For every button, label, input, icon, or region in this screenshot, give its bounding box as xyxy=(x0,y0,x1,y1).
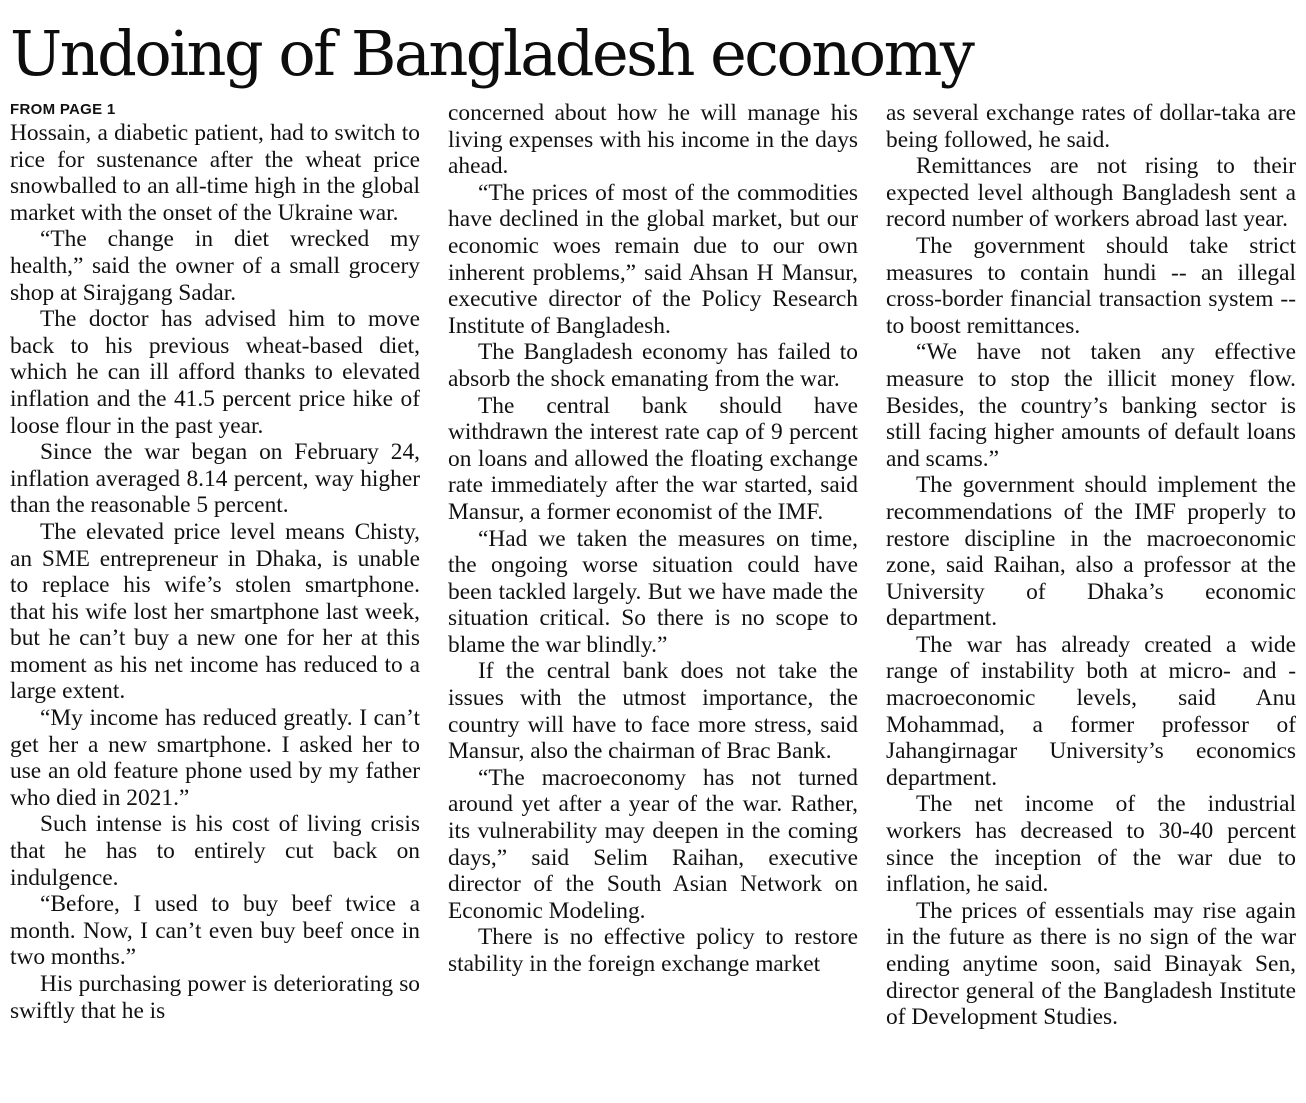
paragraph: The Bangladesh economy has failed to absorb the shock emanating from the war. xyxy=(448,339,858,392)
paragraph: The government should take strict measures to contain hundi -- an illegal cross-border financial transaction system -- to boost remittances. xyxy=(886,232,1296,339)
paragraph: “Before, I used to buy beef twice a month. Now, I can’t even buy beef once in two months.” xyxy=(10,891,420,971)
paragraph: “The change in diet wrecked my health,” said the owner of a small grocery shop at Sirajgang Sadar. xyxy=(10,226,420,306)
headline: Undoing of Bangladesh economy xyxy=(10,17,973,90)
paragraph: Since the war began on February 24, inflation averaged 8.14 percent, way higher than the reasonable 5 percent. xyxy=(10,439,420,519)
article-column-3 xyxy=(886,100,1296,1100)
paragraph: Remittances are not rising to their expected level although Bangladesh sent a record number of workers abroad last year. xyxy=(886,153,1296,233)
paragraph: “My income has reduced greatly. I can’t get her a new smartphone. I asked her to use an old feature phone used by my father who died in 2021.” xyxy=(10,705,420,811)
paragraph: There is no effective policy to restore stability in the foreign exchange market xyxy=(448,924,858,977)
paragraph: The net income of the industrial workers has decreased to 30-40 percent since the inception of the war due to inflation, he said. xyxy=(886,791,1296,898)
paragraph: “Had we taken the measures on time, the ongoing worse situation could have been tackled largely. But we have made the situation critical. So there is no scope to blame the war blindly.” xyxy=(448,525,858,658)
paragraph: “The macroeconomy has not turned around yet after a year of the war. Rather, its vulnerability may deepen in the coming days,” said Selim Raihan, executive director of the South Asian Network on Economic Modeling. xyxy=(448,764,858,924)
paragraph: as several exchange rates of dollar-taka are being followed, he said. xyxy=(886,100,1296,153)
article-column-1 xyxy=(10,100,420,1100)
paragraph: “The prices of most of the commodities have declined in the global market, but our economic woes remain due to our own inherent problems,” said Ahsan H Mansur, executive director of the Policy Research Institute of Bangladesh. xyxy=(448,179,858,339)
article-column-2 xyxy=(448,100,858,1100)
paragraph: “We have not taken any effective measure to stop the illicit money flow. Besides, the country’s banking sector is still facing higher amounts of default loans and scams.” xyxy=(886,339,1296,472)
paragraph: concerned about how he will manage his living expenses with his income in the days ahead. xyxy=(448,100,858,180)
paragraph: The central bank should have withdrawn the interest rate cap of 9 percent on loans and allowed the floating exchange rate immediately after the war started, said Mansur, a former economist of the IMF. xyxy=(448,392,858,525)
continuation-kicker: FROM PAGE 1 xyxy=(10,101,116,118)
paragraph: The government should implement the recommendations of the IMF properly to restore discipline in the macroeconomic zone, said Raihan, also a professor at the University of Dhaka’s economic department. xyxy=(886,472,1296,632)
paragraph: Such intense is his cost of living crisis that he has to entirely cut back on indulgence. xyxy=(10,811,420,891)
paragraph: His purchasing power is deteriorating so swiftly that he is xyxy=(10,971,420,1024)
paragraph: The doctor has advised him to move back to his previous wheat-based diet, which he can ill afford thanks to elevated inflation and the 41.5 percent price hike of loose flour in the past year. xyxy=(10,306,420,439)
paragraph: Hossain, a diabetic patient, had to switch to rice for sustenance after the wheat price snowballed to an all-time high in the global market with the onset of the Ukraine war. xyxy=(10,120,420,226)
paragraph: The war has already created a wide range of instability both at micro- and -macroeconomic levels, said Anu Mohammad, a former professor of Jahangirnagar University’s economics department. xyxy=(886,631,1296,791)
paragraph: The elevated price level means Chisty, an SME entrepreneur in Dhaka, is unable to replace his wife’s stolen smartphone. that his wife lost her smartphone last week, but he can’t buy a new one for her at this moment as his net income has reduced to a large extent. xyxy=(10,518,420,705)
paragraph: The prices of essentials may rise again in the future as there is no sign of the war ending anytime soon, said Binayak Sen, director general of the Bangladesh Institute of Development Studies. xyxy=(886,897,1296,1031)
paragraph: If the central bank does not take the issues with the utmost importance, the country will have to face more stress, said Mansur, also the chairman of Brac Bank. xyxy=(448,658,858,765)
